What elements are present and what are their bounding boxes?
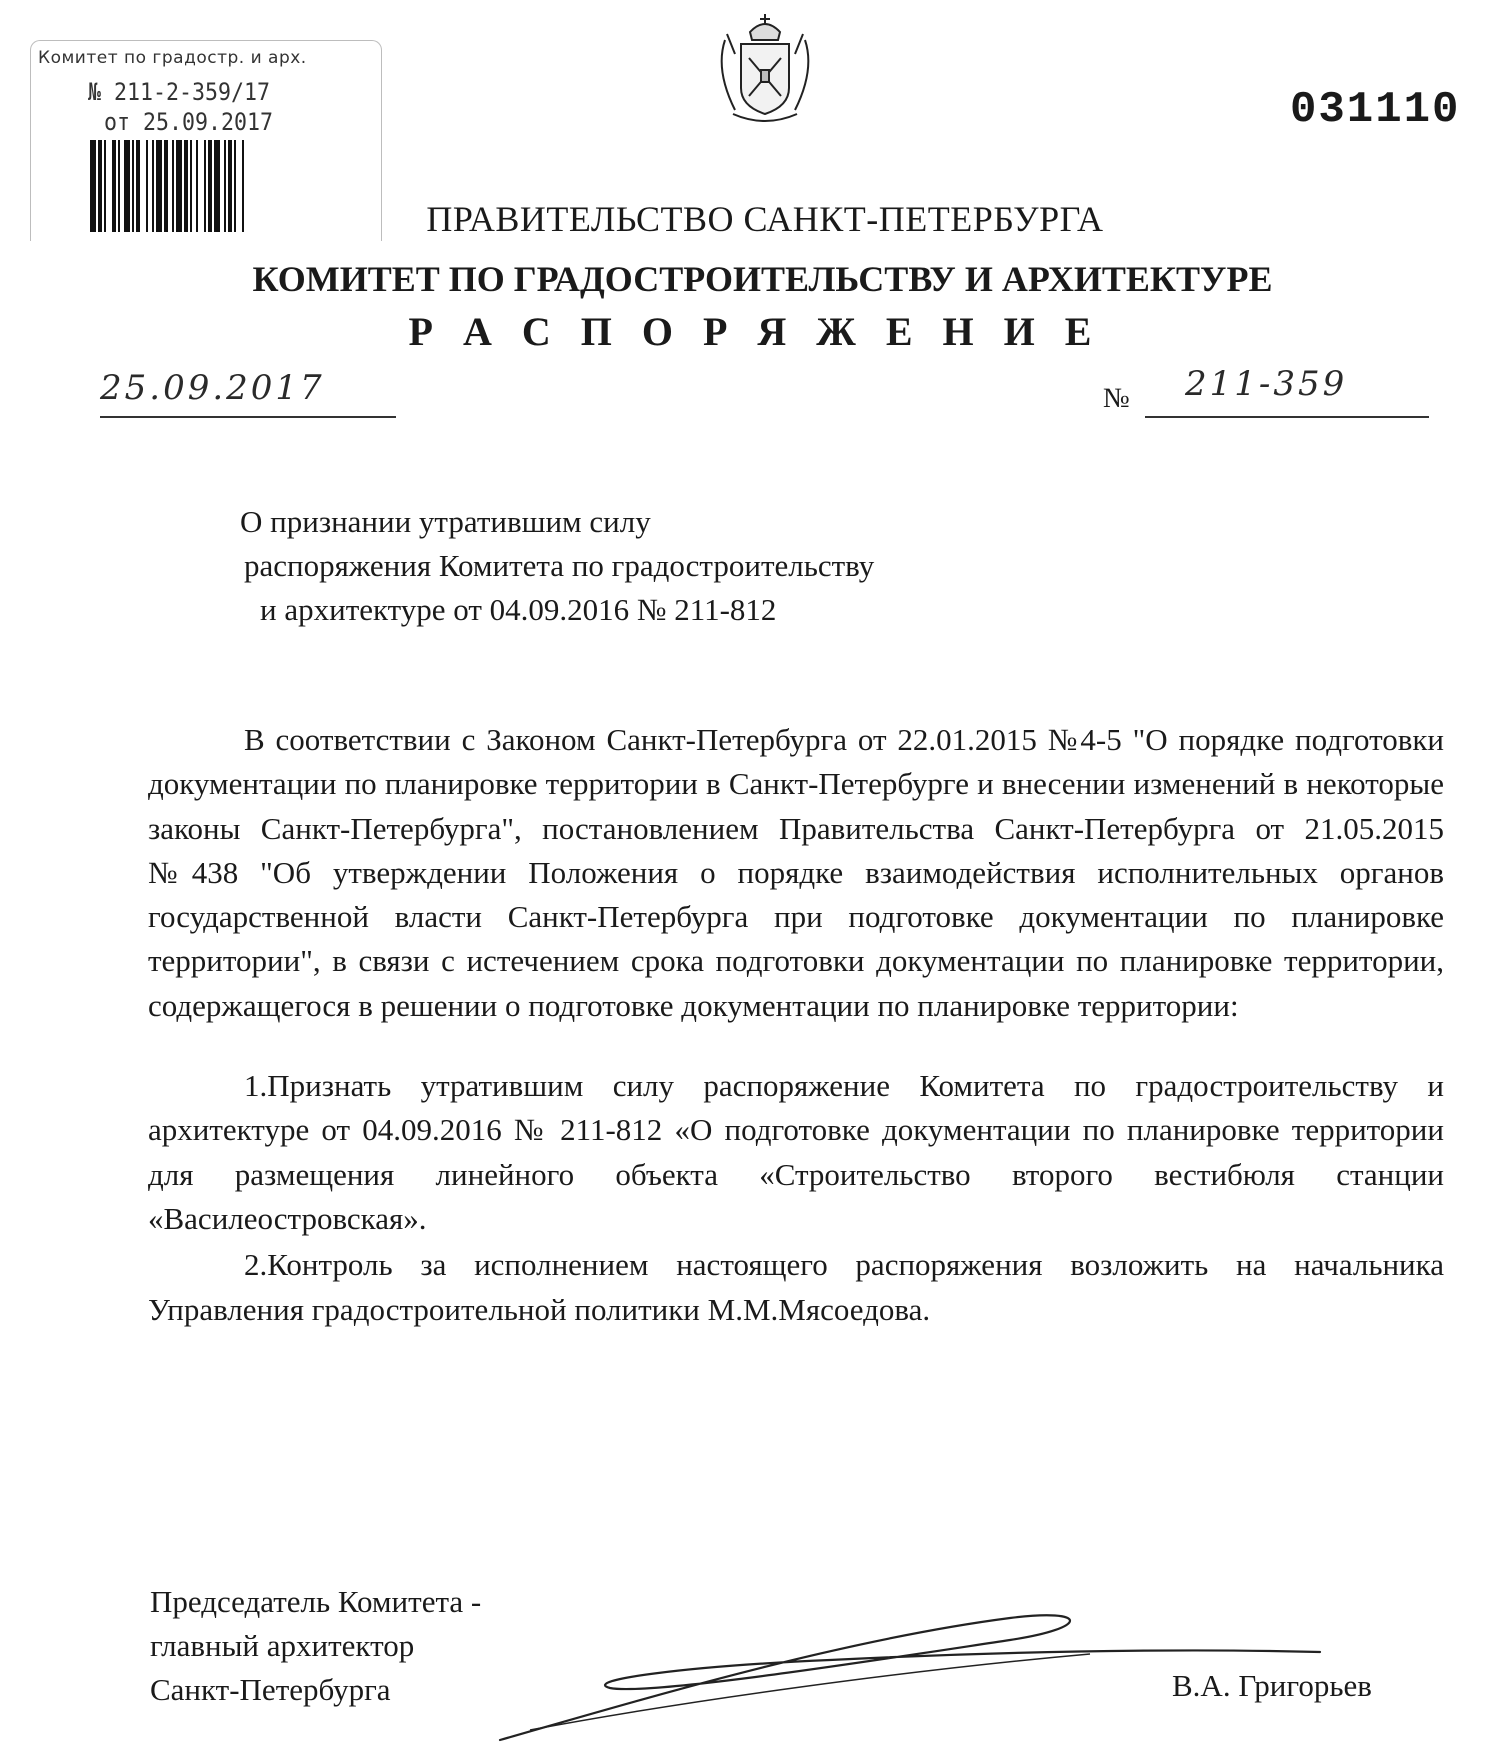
position-line: Санкт-Петербурга [150, 1672, 391, 1707]
position-line: Председатель Комитета - [150, 1584, 482, 1619]
stamp-date: от 25.09.2017 [104, 108, 274, 136]
committee-name: КОМИТЕТ ПО ГРАДОСТРОИТЕЛЬСТВУ И АРХИТЕКТУРЕ [252, 259, 1273, 299]
document-title [240, 500, 874, 632]
item-2-paragraph: 2.Контроль за исполнением настоящего распоряжения возложить на начальника Управления градостроительной политики М.М.Мясоедова. [148, 1247, 1444, 1327]
title-line: распоряжения Комитета по градостроительству [244, 548, 875, 583]
document-body [148, 718, 1444, 1332]
stamp-number: № 211-2-359/17 [88, 78, 271, 106]
signatory-position [150, 1580, 481, 1712]
title-line: и архитектуре от 04.09.2016 № 211-812 [260, 592, 777, 627]
item-1-paragraph: 1.Признать утратившим силу распоряжение Комитета по градостроительству и архитектуре от 04.09.2016 № 211-812 «О подготовке документации по планировке территории для размещения линейного объекта «Строительство второго вестибюля станции «Василеостровская». [148, 1068, 1444, 1236]
spb-coat-of-arms-icon [705, 10, 825, 130]
stamp-organization: Комитет по градостр. и арх. [38, 48, 307, 68]
government-name: ПРАВИТЕЛЬСТВО САНКТ-ПЕТЕРБУРГА [426, 199, 1104, 239]
handwritten-date: 25.09.2017 [100, 368, 325, 408]
document-type: Р А С П О Р Я Ж Е Н И Е [408, 309, 1102, 354]
title-line: О признании утратившим силу [240, 504, 651, 539]
document-serial-number: 031110 [1290, 85, 1461, 135]
number-underline [1145, 416, 1429, 418]
date-underline [100, 416, 396, 418]
position-line: главный архитектор [150, 1628, 415, 1663]
signer-name: В.А. Григорьев [1172, 1668, 1372, 1703]
preamble-paragraph: В соответствии с Законом Санкт-Петербурга от 22.01.2015 №4-5 "О порядке подготовки документации по планировке территории в Санкт-Петербурге и внесении изменений в некоторые законы Санкт-Петербурга", постановлением Правительства Санкт-Петербурга от 21.05.2015 №438 "Об утверждении Положения о порядке взаимодействия исполнительных органов государственной власти Санкт-Петербурга при подготовке документации по планировке территории", в связи с истечением срока подготовки документации по планировке территории, содержащегося в решении о подготовке документации по планировке территории: [148, 722, 1444, 1023]
handwritten-number: 211-359 [1185, 364, 1348, 404]
number-label: № [1103, 383, 1130, 414]
